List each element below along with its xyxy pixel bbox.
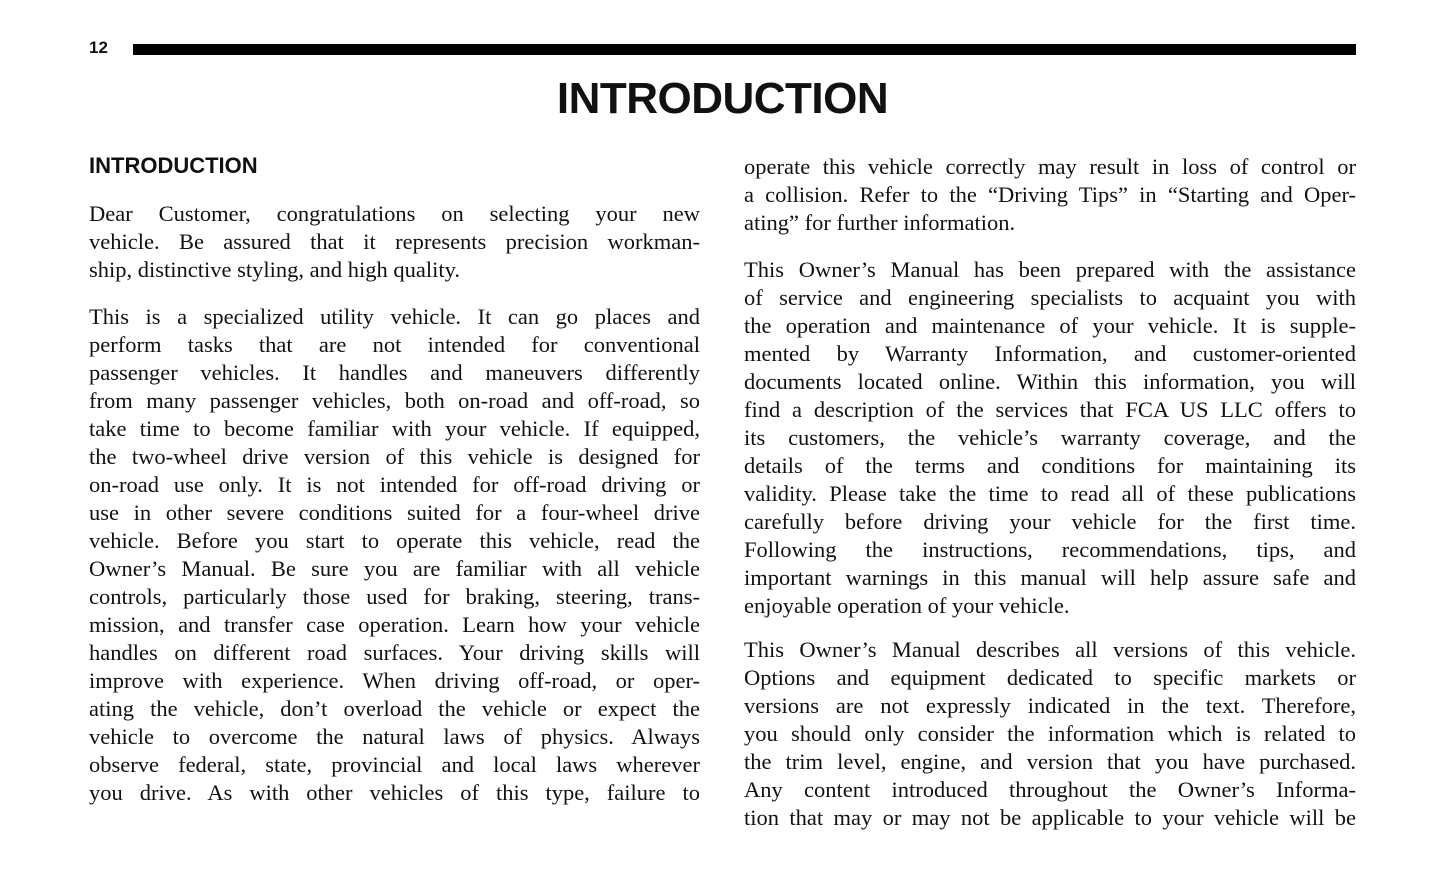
text-line: vehicle to overcome the natural laws of physics. Always [89, 724, 700, 749]
text-line: mission, and transfer case operation. Learn how your vehicle [89, 612, 700, 637]
paragraph [744, 636, 1356, 832]
text-line: on-road use only. It is not intended for off-road driving or [89, 472, 700, 497]
text-line: perform tasks that are not intended for conventional [89, 332, 700, 357]
text-line: tion that may or may not be applicable to your vehicle will be [744, 805, 1356, 830]
text-line: versions are not expressly indicated in the text. Therefore, [744, 693, 1356, 718]
text-line: you drive. As with other vehicles of this type, failure to [89, 780, 700, 805]
paragraph [89, 200, 700, 284]
text-line: find a description of the services that FCA US LLC offers to [744, 397, 1356, 422]
text-line: its customers, the vehicle’s warranty coverage, and the [744, 425, 1356, 450]
text-line: mented by Warranty Information, and customer-oriented [744, 341, 1356, 366]
text-line: the trim level, engine, and version that you have purchased. [744, 749, 1356, 774]
text-line: This Owner’s Manual has been prepared with the assistance [744, 257, 1356, 282]
text-line: from many passenger vehicles, both on-road and off-road, so [89, 388, 700, 413]
text-line: controls, particularly those used for braking, steering, trans- [89, 584, 700, 609]
page-number: 12 [89, 38, 108, 57]
text-line: ating” for further information. [744, 210, 1016, 235]
header-rule [133, 44, 1356, 55]
text-line: the operation and maintenance of your vehicle. It is supple- [744, 313, 1356, 338]
text-line: ating the vehicle, don’t overload the vehicle or expect the [89, 696, 700, 721]
text-line: documents located online. Within this information, you will [744, 369, 1356, 394]
text-line: vehicle. Before you start to operate this vehicle, read the [89, 528, 700, 553]
text-line: you should only consider the information which is related to [744, 721, 1356, 746]
text-line: This is a specialized utility vehicle. It can go places and [89, 304, 700, 329]
text-line: handles on different road surfaces. Your driving skills will [89, 640, 700, 665]
text-line: the two-wheel drive version of this vehicle is designed for [89, 444, 700, 469]
text-line: This Owner’s Manual describes all versions of this vehicle. [744, 637, 1356, 662]
text-line: Dear Customer, congratulations on selecting your new [89, 201, 700, 226]
text-line: vehicle. Be assured that it represents precision workman- [89, 229, 700, 254]
text-line: operate this vehicle correctly may result in loss of control or [744, 154, 1356, 179]
text-line: carefully before driving your vehicle for the first time. [744, 509, 1356, 534]
text-line: observe federal, state, provincial and local laws wherever [89, 752, 700, 777]
text-line: a collision. Refer to the “Driving Tips” in “Starting and Oper- [744, 182, 1356, 207]
text-line: details of the terms and conditions for maintaining its [744, 453, 1356, 478]
text-line: Owner’s Manual. Be sure you are familiar with all vehicle [89, 556, 700, 581]
paragraph [744, 153, 1356, 237]
text-line: take time to become familiar with your vehicle. If equipped, [89, 416, 700, 441]
text-line: ship, distinctive styling, and high quality. [89, 257, 461, 282]
text-line: Options and equipment dedicated to specific markets or [744, 665, 1356, 690]
text-line: validity. Please take the time to read all of these publications [744, 481, 1356, 506]
text-line: passenger vehicles. It handles and maneuvers differently [89, 360, 700, 385]
text-line: Any content introduced throughout the Owner’s Informa- [744, 777, 1356, 802]
text-line: use in other severe conditions suited for a four-wheel drive [89, 500, 700, 525]
text-line: improve with experience. When driving off-road, or oper- [89, 668, 700, 693]
paragraph [744, 256, 1356, 620]
page-title: INTRODUCTION [556, 74, 889, 123]
text-line: Following the instructions, recommendations, tips, and [744, 537, 1356, 562]
text-line: important warnings in this manual will help assure safe and [744, 565, 1356, 590]
text-line: enjoyable operation of your vehicle. [744, 593, 1070, 618]
paragraph [89, 303, 700, 807]
text-line: of service and engineering specialists to acquaint you with [744, 285, 1356, 310]
section-heading: INTRODUCTION [89, 153, 258, 178]
